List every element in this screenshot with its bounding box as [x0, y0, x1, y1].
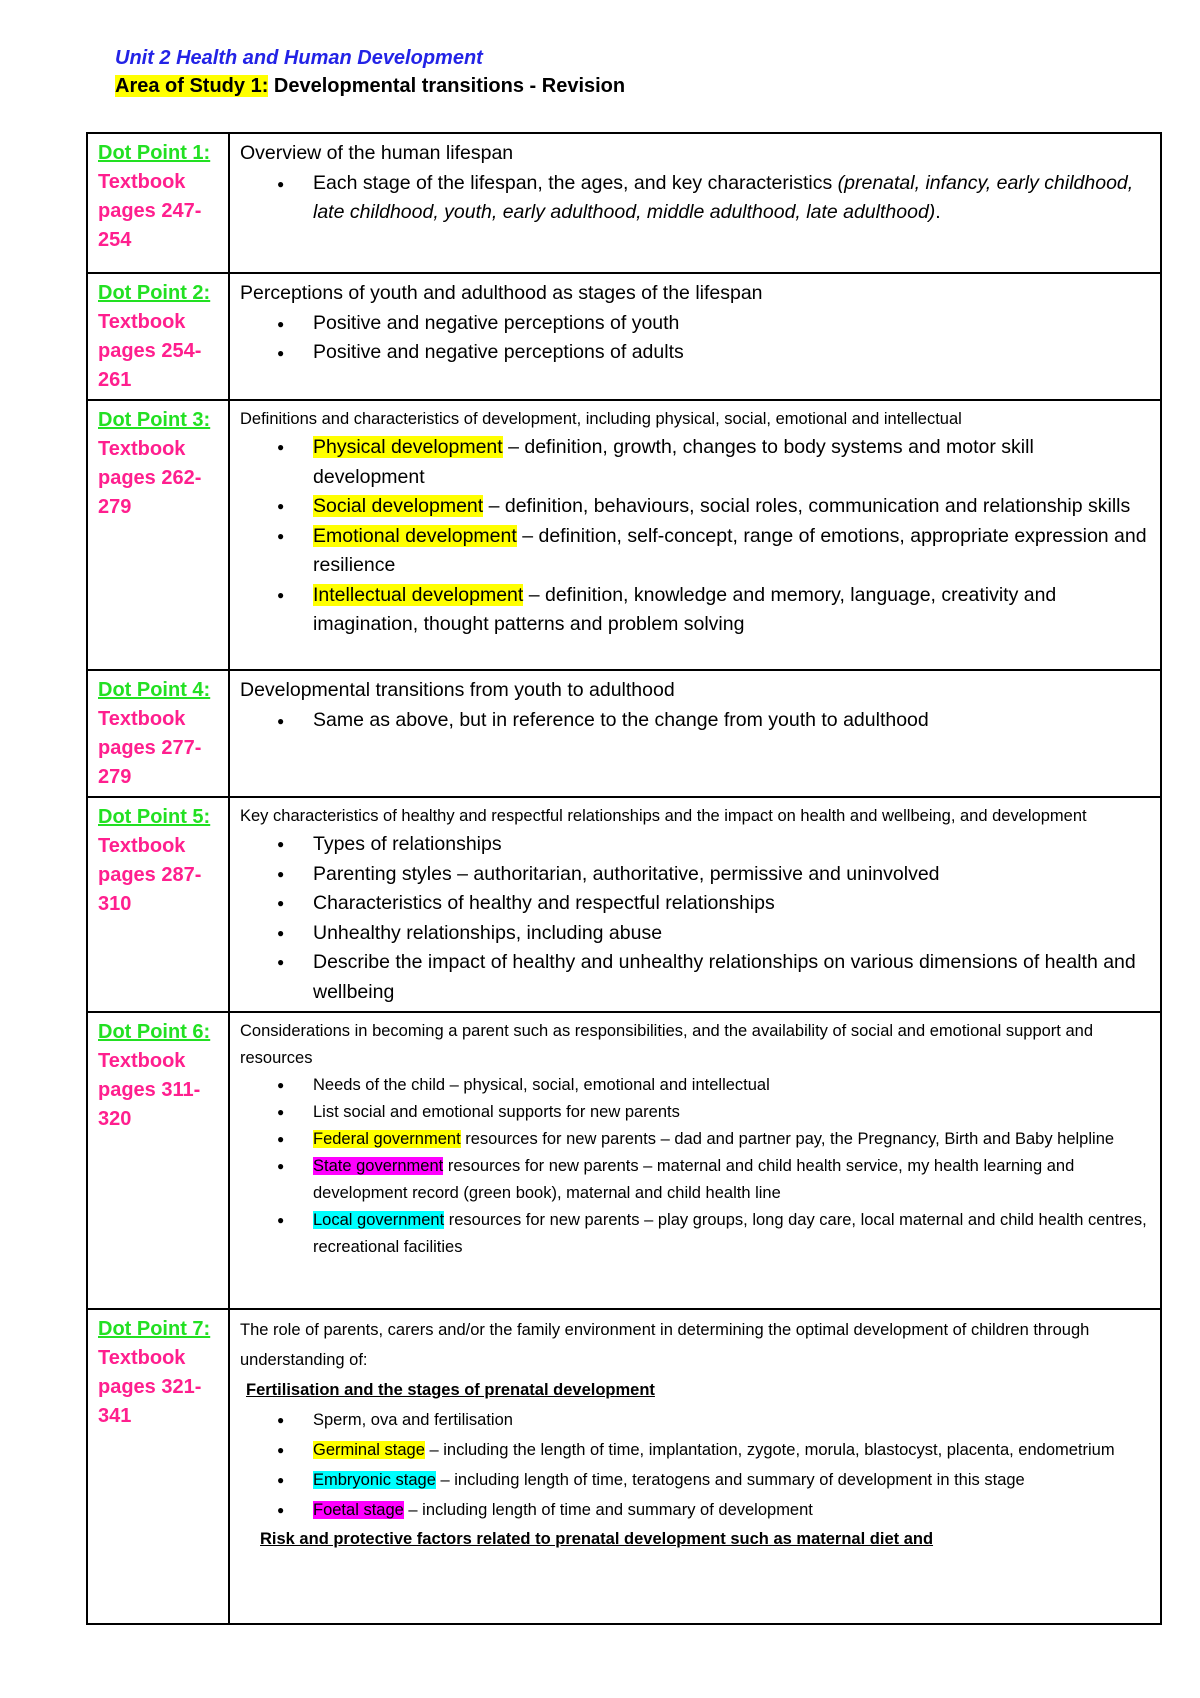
content-cell	[229, 797, 1161, 1012]
row-heading: Perceptions of youth and adulthood as stages of the lifespan	[240, 282, 763, 304]
item-text: Each stage of the lifespan, the ages, and key characteristics	[313, 171, 838, 194]
bullet-list	[240, 1405, 1150, 1525]
list-item: ● Positive and negative perceptions of youth	[313, 309, 1150, 339]
area-label: Area of Study 1:	[115, 75, 269, 97]
dot-point-label: Dot Point 6:	[98, 1021, 211, 1043]
table-row	[87, 400, 1161, 670]
row-footer: Risk and protective factors related to prenatal development such as maternal diet and	[260, 1530, 934, 1548]
textbook-pages: Textbook pages 262-279	[98, 438, 202, 518]
highlight-term: Local government	[313, 1211, 445, 1229]
sub-heading: Fertilisation and the stages of prenatal development	[246, 1381, 655, 1399]
table-row	[87, 1309, 1161, 1624]
table-row	[87, 670, 1161, 797]
highlight-term: State government	[313, 1157, 444, 1175]
item-text: – including length of time and summary of development	[403, 1501, 813, 1519]
row-heading: Definitions and characteristics of development, including physical, social, emotional and intellectual	[240, 410, 962, 428]
area-text: Developmental transitions - Revision	[268, 75, 626, 97]
content-cell	[229, 1012, 1161, 1309]
highlight-term: Germinal stage	[313, 1441, 425, 1459]
textbook-pages: Textbook pages 321-341	[98, 1347, 202, 1427]
table-row	[87, 797, 1161, 1012]
row-heading: Overview of the human lifespan	[240, 142, 514, 164]
list-item	[313, 522, 1150, 581]
list-item	[313, 492, 1150, 522]
highlight-term: Embryonic stage	[313, 1471, 436, 1489]
item-text: – including the length of time, implantation, zygote, morula, blastocyst, placenta, endometrium	[424, 1441, 1115, 1459]
list-item: ● Describe the impact of healthy and unhealthy relationships on various dimensions of health and wellbeing	[313, 948, 1150, 1007]
dot-point-label: Dot Point 4:	[98, 679, 211, 701]
content-cell	[229, 273, 1161, 400]
highlight-term: Federal government	[313, 1130, 461, 1148]
item-end: .	[935, 201, 941, 223]
bullet-list	[240, 706, 1150, 736]
list-item: ● Unhealthy relationships, including abuse	[313, 919, 1150, 949]
dot-point-cell	[87, 400, 229, 670]
content-cell	[229, 1309, 1161, 1624]
document-header	[115, 44, 625, 100]
highlight-term: Physical development	[313, 436, 503, 458]
item-text: resources for new parents – play groups, long day care, local maternal and child health centres, recreational facilities	[313, 1211, 1147, 1256]
list-item	[313, 169, 1150, 228]
area-of-study	[115, 72, 625, 100]
bullet-list	[240, 309, 1150, 368]
dot-point-cell	[87, 1012, 229, 1309]
dot-point-label: Dot Point 3:	[98, 409, 211, 431]
bullet-list	[240, 169, 1150, 228]
row-heading: The role of parents, carers and/or the family environment in determining the optimal development of children through understanding of:	[240, 1321, 1090, 1369]
item-text: – definition, behaviours, social roles, communication and relationship skills	[483, 495, 1131, 517]
row-heading: Considerations in becoming a parent such as responsibilities, and the availability of social and emotional support and resources	[240, 1022, 1094, 1067]
content-cell	[229, 670, 1161, 797]
bullet-list	[240, 1072, 1150, 1261]
dot-point-cell	[87, 133, 229, 273]
content-cell	[229, 133, 1161, 273]
item-italic: (prenatal, infancy, early childhood, late childhood, youth, early adulthood, middle adulthood, late adulthood)	[313, 171, 1134, 223]
list-item: ● Needs of the child – physical, social, emotional and intellectual	[313, 1072, 1150, 1099]
list-item	[313, 581, 1150, 640]
row-heading: Key characteristics of healthy and respectful relationships and the impact on health and wellbeing, and development	[240, 807, 1087, 825]
dot-point-label: Dot Point 5:	[98, 806, 211, 828]
dot-point-cell	[87, 1309, 229, 1624]
item-text: resources for new parents – maternal and child health service, my health learning and development record (green book), maternal and child health line	[313, 1157, 1075, 1202]
list-item: ● Positive and negative perceptions of adults	[313, 338, 1150, 368]
unit-title: Unit 2 Health and Human Development	[115, 47, 483, 69]
list-item	[313, 1495, 1150, 1525]
row-heading: Developmental transitions from youth to adulthood	[240, 679, 675, 701]
list-item: ● List social and emotional supports for new parents	[313, 1099, 1150, 1126]
dot-point-label: Dot Point 2:	[98, 282, 211, 304]
dot-point-cell	[87, 670, 229, 797]
item-text: – definition, knowledge and memory, language, creativity and imagination, thought patterns and problem solving	[313, 583, 1057, 635]
content-cell	[229, 400, 1161, 670]
item-text: – definition, self-concept, range of emotions, appropriate expression and resilience	[313, 524, 1147, 576]
dot-point-label: Dot Point 7:	[98, 1318, 211, 1340]
textbook-pages: Textbook pages 311-320	[98, 1050, 201, 1130]
list-item	[313, 1465, 1150, 1495]
highlight-term: Foetal stage	[313, 1501, 404, 1519]
highlight-term: Emotional development	[313, 524, 517, 547]
list-item	[313, 1207, 1150, 1261]
revision-table	[86, 132, 1162, 1625]
item-text: – definition, growth, changes to body systems and motor skill development	[313, 436, 1034, 488]
dot-point-cell	[87, 273, 229, 400]
table-row	[87, 273, 1161, 400]
textbook-pages: Textbook pages 254-261	[98, 311, 202, 391]
list-item	[313, 1435, 1150, 1465]
item-text: – including length of time, teratogens and summary of development in this stage	[435, 1471, 1025, 1489]
list-item: ● Sperm, ova and fertilisation	[313, 1405, 1150, 1435]
list-item: ● Parenting styles – authoritarian, authoritative, permissive and uninvolved	[313, 860, 1150, 890]
list-item	[313, 433, 1150, 492]
dot-point-label: Dot Point 1:	[98, 142, 211, 164]
bullet-list	[240, 433, 1150, 640]
textbook-pages: Textbook pages 277-279	[98, 708, 202, 788]
list-item	[313, 1153, 1150, 1207]
table-row	[87, 1012, 1161, 1309]
list-item	[313, 1126, 1150, 1153]
highlight-term: Social development	[313, 495, 484, 517]
item-text: resources for new parents – dad and partner pay, the Pregnancy, Birth and Baby helpline	[460, 1130, 1115, 1148]
list-item: ● Same as above, but in reference to the change from youth to adulthood	[313, 706, 1150, 736]
textbook-pages: Textbook pages 247-254	[98, 171, 202, 251]
highlight-term: Intellectual development	[313, 583, 524, 606]
bullet-list	[240, 830, 1150, 1007]
dot-point-cell	[87, 797, 229, 1012]
textbook-pages: Textbook pages 287-310	[98, 835, 202, 915]
table-row	[87, 133, 1161, 273]
list-item: ● Characteristics of healthy and respectful relationships	[313, 889, 1150, 919]
list-item: ● Types of relationships	[313, 830, 1150, 860]
